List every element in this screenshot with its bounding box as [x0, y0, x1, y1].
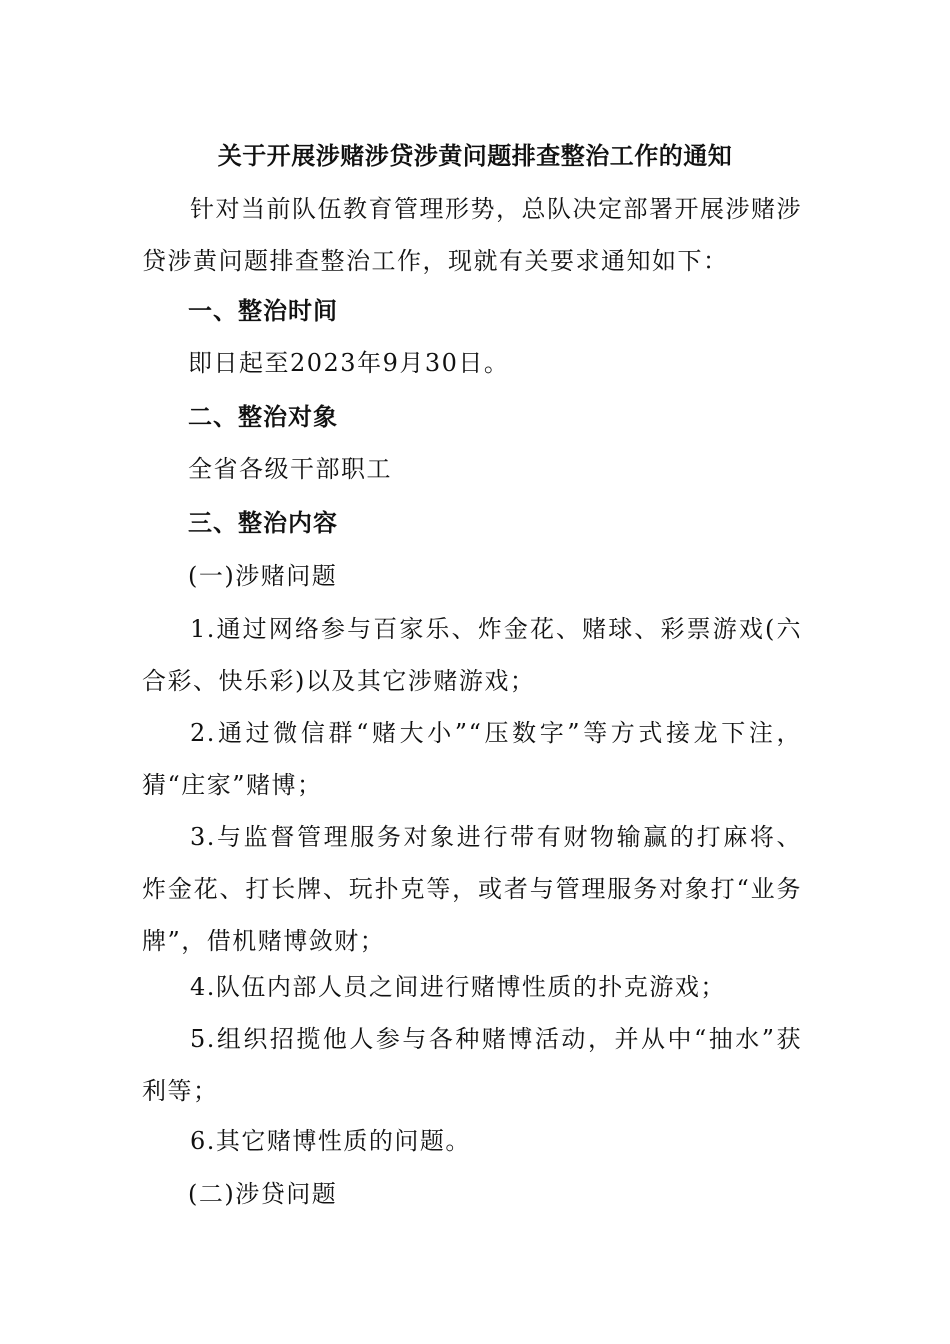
subsection-heading-gambling: (一)涉赌问题 — [188, 562, 338, 590]
list-item: 1.通过网络参与百家乐、炸金花、赌球、彩票游戏(六合彩、快乐彩)以及其它涉赌游戏； — [142, 615, 802, 695]
list-item: 6.其它赌博性质的问题。 — [190, 1127, 471, 1155]
list-item: 3.与监督管理服务对象进行带有财物输赢的打麻将、炸金花、打长牌、玩扑克等，或者与管理服务对象打“业务牌”，借机赌博敛财； — [142, 823, 802, 955]
list-item: 4.队伍内部人员之间进行赌博性质的扑克游戏； — [190, 973, 726, 1001]
list-item: 2.通过微信群“赌大小”“压数字”等方式接龙下注，猜“庄家”赌博； — [142, 719, 802, 799]
section-heading-content: 三、整治内容 — [188, 509, 338, 537]
subsection-heading-loan: (二)涉贷问题 — [188, 1180, 338, 1208]
section-text-time: 即日起至2023年9月30日。 — [188, 349, 510, 377]
document-title: 关于开展涉赌涉贷涉黄问题排查整治工作的通知 — [217, 142, 733, 170]
list-item: 5.组织招揽他人参与各种赌博活动，并从中“抽水”获利等； — [142, 1025, 802, 1105]
section-text-target: 全省各级干部职工 — [188, 455, 392, 483]
section-heading-time: 一、整治时间 — [188, 297, 338, 325]
intro-paragraph: 针对当前队伍教育管理形势，总队决定部署开展涉赌涉贷涉黄问题排查整治工作，现就有关要求通知如下： — [142, 195, 802, 275]
section-heading-target: 二、整治对象 — [188, 403, 338, 431]
